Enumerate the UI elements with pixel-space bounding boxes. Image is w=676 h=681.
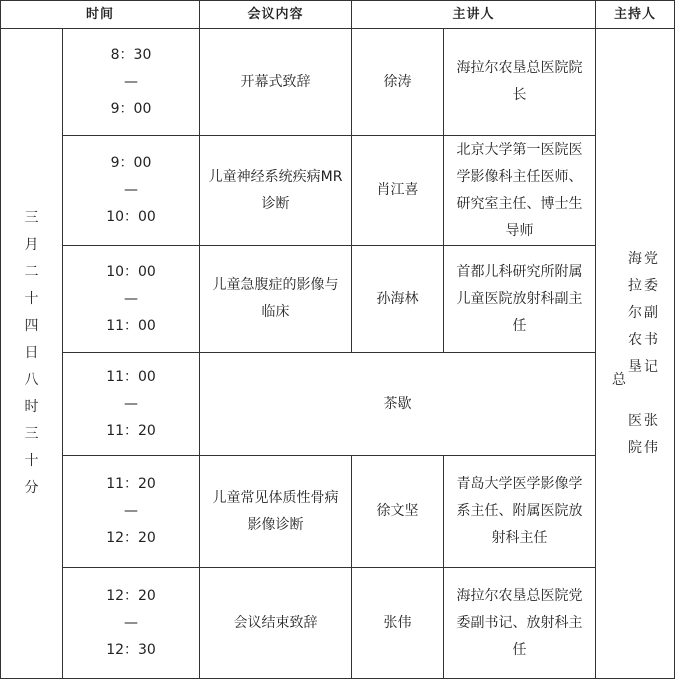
content-cell: 儿童神经系统疾病MR诊断	[200, 136, 352, 246]
date-cell: 三 月 二 十 四 日 八 时 三 十 分	[1, 29, 63, 679]
speaker-desc-cell: 海拉尔农垦总医院党委副书记、放射科主任	[444, 568, 596, 679]
speaker-desc-cell: 海拉尔农垦总医院院长	[444, 29, 596, 136]
host-col-b: 党 委 副 书 记 张 伟	[644, 250, 659, 456]
speaker-cell: 孙海林	[352, 246, 444, 353]
table-row	[1, 29, 675, 136]
break-cell: 茶歇	[200, 353, 596, 456]
header-host: 主持人	[596, 1, 675, 29]
speaker-desc-cell: 北京大学第一医院医学影像科主任医师、研究室主任、博士生导师	[444, 136, 596, 246]
time-cell: 12：20 — 12：30	[63, 568, 200, 679]
header-row	[1, 1, 675, 29]
content-cell: 儿童急腹症的影像与临床	[200, 246, 352, 353]
content-cell: 会议结束致辞	[200, 568, 352, 679]
header-speaker: 主讲人	[352, 1, 596, 29]
table-row	[1, 353, 675, 456]
speaker-desc-cell: 青岛大学医学影像学系主任、附属医院放射科主任	[444, 456, 596, 568]
speaker-cell: 肖江喜	[352, 136, 444, 246]
content-cell: 儿童常见体质性骨病影像诊断	[200, 456, 352, 568]
content-cell: 开幕式致辞	[200, 29, 352, 136]
host-col-a: 海 拉 尔 农 垦 医 院	[628, 250, 643, 456]
time-cell: 10：00 — 11：00	[63, 246, 200, 353]
header-content: 会议内容	[200, 1, 352, 29]
time-cell: 11：20 — 12：20	[63, 456, 200, 568]
table-row	[1, 136, 675, 246]
time-cell: 9：00 — 10：00	[63, 136, 200, 246]
speaker-desc-cell: 首都儿科研究所附属儿童医院放射科副主任	[444, 246, 596, 353]
speaker-cell: 徐涛	[352, 29, 444, 136]
host-cell	[596, 29, 675, 679]
header-time: 时间	[1, 1, 200, 29]
table-row	[1, 456, 675, 568]
time-cell: 11：00 — 11：20	[63, 353, 200, 456]
speaker-cell: 张伟	[352, 568, 444, 679]
table-row	[1, 246, 675, 353]
speaker-cell: 徐文坚	[352, 456, 444, 568]
host-col-tail: 总	[612, 372, 627, 388]
table-row	[1, 568, 675, 679]
time-cell: 8：30 — 9：00	[63, 29, 200, 136]
